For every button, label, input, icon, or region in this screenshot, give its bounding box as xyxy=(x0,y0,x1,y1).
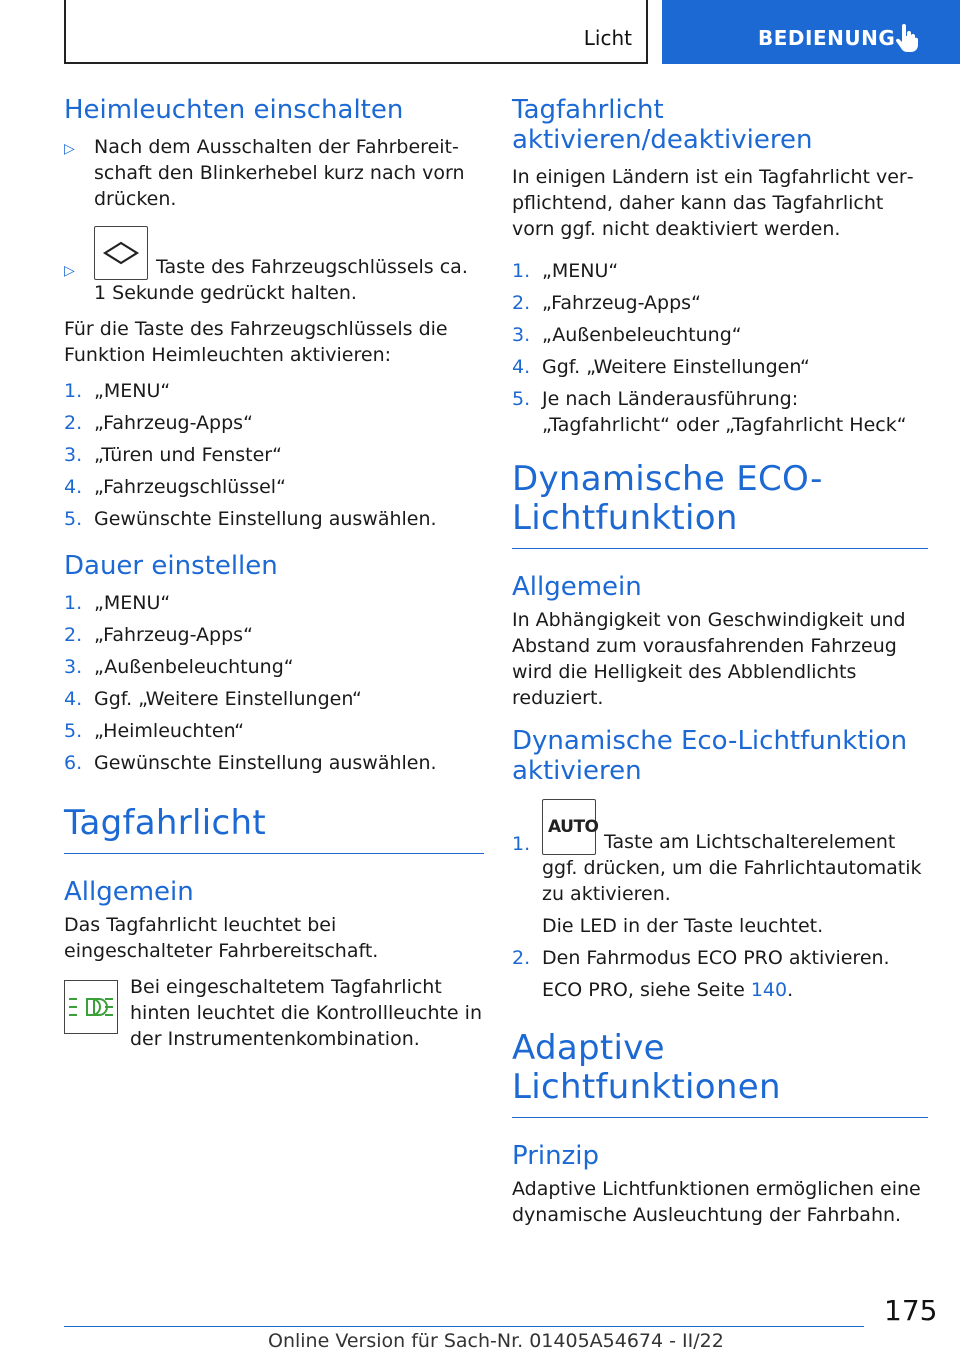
pointing-hand-icon xyxy=(894,24,920,56)
footer-rule xyxy=(64,1326,864,1327)
eco-allgemein-text: In Abhängigkeit von Geschwindigkeit und Abstand zum vorausfahrenden Fahrzeug wird die Helligkeit des Abblendlichts reduziert. xyxy=(512,608,906,709)
auto-label: AUTO xyxy=(548,816,599,837)
list-item: 1. AUTO Taste am Lichtschalterelement ggf. drücken, um die Fahrlichtautomatik zu aktivieren. xyxy=(512,799,928,907)
indicator-text: Bei eingeschaltetem Tagfahrlicht hinten leuchtet die Kontrollleuchte in der Instrumentenkombination. xyxy=(130,975,482,1050)
allgemein-text: Das Tagfahrlicht leuchtet bei eingeschalteter Fahrbereitschaft. xyxy=(64,913,379,962)
eco-step1-text: AUTO Taste am Lichtschalterelement ggf. drücken, um die Fahrlichtautomatik zu aktivieren. xyxy=(542,799,928,907)
heimleuchten-intro: Für die Taste des Fahrzeugschlüssels die Funktion Heimleuchten aktivieren: xyxy=(64,317,448,366)
list-item: 6. Gewünschte Einstellung auswählen. xyxy=(64,751,437,774)
header-section-box xyxy=(64,0,648,64)
list-item xyxy=(64,226,484,306)
auto-key-icon xyxy=(542,799,599,855)
page-link[interactable]: 140 xyxy=(750,978,788,1001)
adaptive-heading: Adaptive Lichtfunktionen xyxy=(512,1027,781,1107)
eco-step2-sub: ECO PRO, siehe Seite 140. xyxy=(542,978,794,1001)
key-instruction: Taste des Fahrzeugschlüssels ca. 1 Sekunde gedrückt halten. xyxy=(94,255,468,304)
prinzip-text: Adaptive Lichtfunktionen ermöglichen eine dynamische Ausleuchtung der Fahrbahn. xyxy=(512,1177,921,1226)
bullet-text: Nach dem Ausschalten der Fahrbereitschaft den Blinkerhebel kurz nach vorn drücken. xyxy=(94,135,465,210)
tfl-heading: Tagfahrlicht aktivieren/deaktivieren xyxy=(512,95,813,155)
list-item: 1. „MENU“ xyxy=(64,379,171,402)
list-item: 3. „Türen und Fenster“ xyxy=(64,443,282,466)
tagfahrlicht-heading: Tagfahrlicht xyxy=(64,802,266,843)
list-item: 5. Je nach Länderausführung: „Tagfahrlicht“ oder „Tagfahrlicht Heck“ xyxy=(512,387,907,436)
right-column xyxy=(512,96,928,1238)
triangle-bullet-icon: ▷ xyxy=(64,140,75,157)
eco-steps xyxy=(512,799,928,1003)
list-item: 3. „Außenbeleuchtung“ xyxy=(512,323,742,346)
left-column xyxy=(64,96,484,1062)
chapter-tab[interactable] xyxy=(662,0,960,64)
list-item: 4. Ggf. „Weitere Einstellungen“ xyxy=(512,355,810,378)
bullet-text-with-key xyxy=(94,226,484,306)
online-version: Online Version für Sach-Nr. 01405A54674 - II/22 xyxy=(268,1330,724,1352)
list-item: 2. „Fahrzeug-Apps“ xyxy=(64,411,253,434)
eco-step2-text: Den Fahrmodus ECO PRO aktivieren. xyxy=(542,946,890,969)
eco-step1-sub: Die LED in der Taste leuchtet. xyxy=(542,914,824,937)
tagfahrlicht-heading-block xyxy=(64,804,484,854)
allgemein-heading: Allgemein xyxy=(64,876,194,907)
list-item: 4. Ggf. „Weitere Einstellungen“ xyxy=(64,687,362,710)
list-item: 3. „Außenbeleuchtung“ xyxy=(64,655,294,678)
adaptive-heading-block xyxy=(512,1029,928,1118)
chevron-key-icon xyxy=(94,226,148,280)
eco-heading-block xyxy=(512,460,928,549)
daytime-running-light-icon xyxy=(64,980,118,1034)
list-item: 5. Gewünschte Einstellung auswählen. xyxy=(64,507,437,530)
list-item: 2. Den Fahrmodus ECO PRO aktivieren. xyxy=(512,946,890,969)
page-number: 175 xyxy=(884,1294,938,1327)
chapter-title: BEDIENUNG xyxy=(758,26,896,50)
eco-activate-heading: Dynamische Eco-Lichtfunktion aktivieren xyxy=(512,725,908,786)
eco-heading: Dynamische ECO-Lichtfunktion xyxy=(512,458,823,538)
heimleuchten-bullets xyxy=(64,134,484,306)
heimleuchten-steps xyxy=(64,378,484,532)
list-item: 2. „Fahrzeug-Apps“ xyxy=(512,291,701,314)
list-item xyxy=(512,977,928,1003)
indicator-row xyxy=(64,974,484,1062)
list-item xyxy=(64,134,484,212)
list-item: 2. „Fahrzeug-Apps“ xyxy=(64,623,253,646)
tfl-steps xyxy=(512,258,928,438)
list-item: 5. „Heimleuchten“ xyxy=(64,719,245,742)
prinzip-heading: Prinzip xyxy=(512,1140,599,1171)
list-item xyxy=(512,913,928,939)
tfl-text: In einigen Ländern ist ein Tagfahrlicht verpflichtend, daher kann das Tagfahrlicht vorn ggf. nicht deaktiviert werden. xyxy=(512,165,914,240)
list-item: 1. „MENU“ xyxy=(64,591,171,614)
triangle-bullet-icon: ▷ xyxy=(64,262,75,279)
list-item: 1. „MENU“ xyxy=(512,259,619,282)
eco-allgemein-heading: Allgemein xyxy=(512,571,642,602)
list-item: 4. „Fahrzeugschlüssel“ xyxy=(64,475,286,498)
dauer-steps xyxy=(64,590,484,776)
dauer-heading: Dauer einstellen xyxy=(64,550,278,581)
heimleuchten-heading: Heimleuchten einschalten xyxy=(64,95,404,125)
section-title: Licht xyxy=(583,26,632,50)
